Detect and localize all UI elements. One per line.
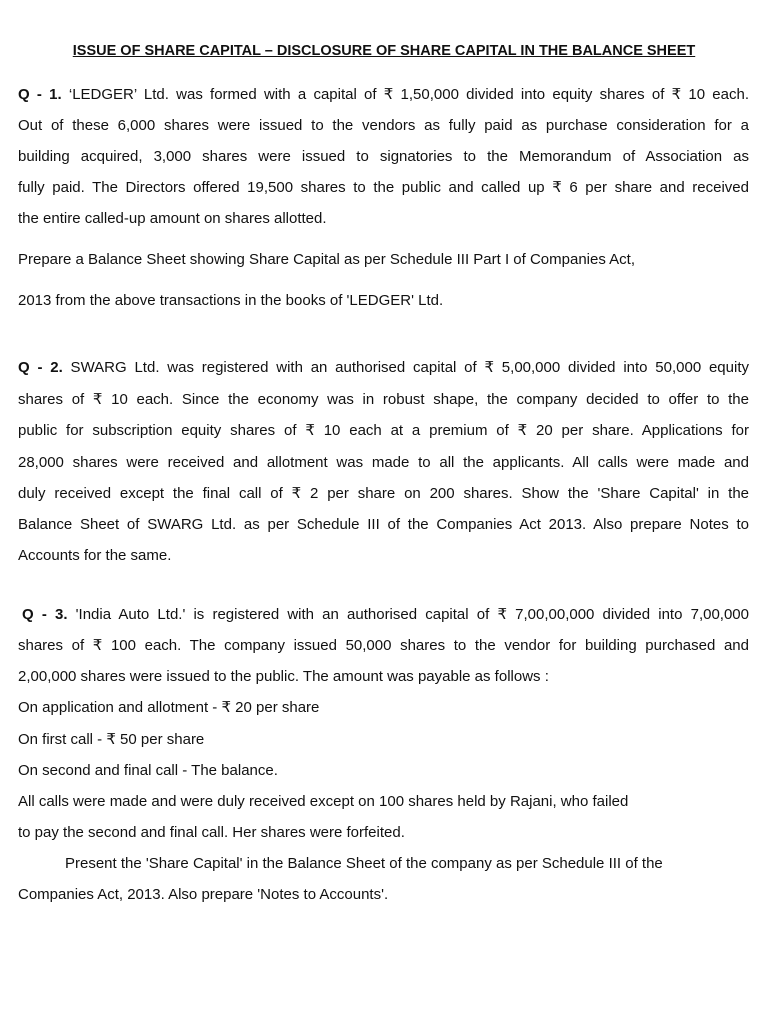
q2-line-4: 28,000 shares were received and allotment was made to all the applicants. All calls were made and — [18, 454, 749, 471]
q1-line-4: fully paid. The Directors offered 19,500 shares to the public and called up ₹ 6 per share and received — [18, 179, 749, 196]
q2-line-5: duly received except the final call of ₹ 2 per share on 200 shares. Show the 'Share Capital' in the — [18, 485, 749, 502]
q1-line-1: Q - 1. ‘LEDGER’ Ltd. was formed with a capital of ₹ 1,50,000 divided into equity shares of ₹ 10 each. — [18, 86, 749, 103]
q1-line-7: 2013 from the above transactions in the books of 'LEDGER' Ltd. — [18, 292, 444, 309]
q1-line-6: Prepare a Balance Sheet showing Share Capital as per Schedule III Part I of Companies Act, — [18, 251, 636, 268]
q2-line-2: shares of ₹ 10 each. Since the economy was in robust shape, the company decided to offer to the — [18, 391, 749, 408]
q3-line-1: Q - 3. 'India Auto Ltd.' is registered with an authorised capital of ₹ 7,00,00,000 divided into 7,00,000 — [22, 606, 749, 623]
q3-line-3: 2,00,000 shares were issued to the public. The amount was payable as follows : — [18, 668, 549, 685]
q2-line-7: Accounts for the same. — [18, 547, 172, 564]
page-title: ISSUE OF SHARE CAPITAL – DISCLOSURE OF SHARE CAPITAL IN THE BALANCE SHEET — [72, 43, 696, 59]
q2-line-6: Balance Sheet of SWARG Ltd. as per Schedule III of the Companies Act 2013. Also prepare Notes to — [18, 516, 749, 533]
q2-line-1: Q - 2. SWARG Ltd. was registered with an authorised capital of ₹ 5,00,000 divided into 50,000 equity — [18, 359, 749, 376]
q3-line-2: shares of ₹ 100 each. The company issued 50,000 shares to the vendor for building purchased and — [18, 637, 749, 654]
q3-line-7: All calls were made and were duly received except on 100 shares held by Rajani, who failed — [18, 793, 629, 810]
q3-label: Q - 3. — [22, 606, 68, 623]
q3-line-4: On application and allotment - ₹ 20 per share — [18, 699, 320, 716]
q2-line-3: public for subscription equity shares of ₹ 10 each at a premium of ₹ 20 per share. Applications for — [18, 422, 749, 439]
q1-line-2: Out of these 6,000 shares were issued to the vendors as fully paid as purchase consideration for a — [18, 117, 749, 134]
q3-line-6: On second and final call - The balance. — [18, 762, 278, 779]
q3-line-10: Companies Act, 2013. Also prepare 'Notes to Accounts'. — [18, 886, 389, 903]
q3-line-5: On first call - ₹ 50 per share — [18, 731, 205, 748]
q1-label: Q - 1. — [18, 86, 62, 103]
q1-line-5: the entire called-up amount on shares allotted. — [18, 210, 327, 227]
q3-line-9: Present the 'Share Capital' in the Balance Sheet of the company as per Schedule III of the — [65, 855, 663, 872]
q2-label: Q - 2. — [18, 359, 63, 376]
q3-line-8: to pay the second and final call. Her shares were forfeited. — [18, 824, 405, 841]
q1-line-3: building acquired, 3,000 shares were issued to signatories to the Memorandum of Association as — [18, 148, 749, 165]
